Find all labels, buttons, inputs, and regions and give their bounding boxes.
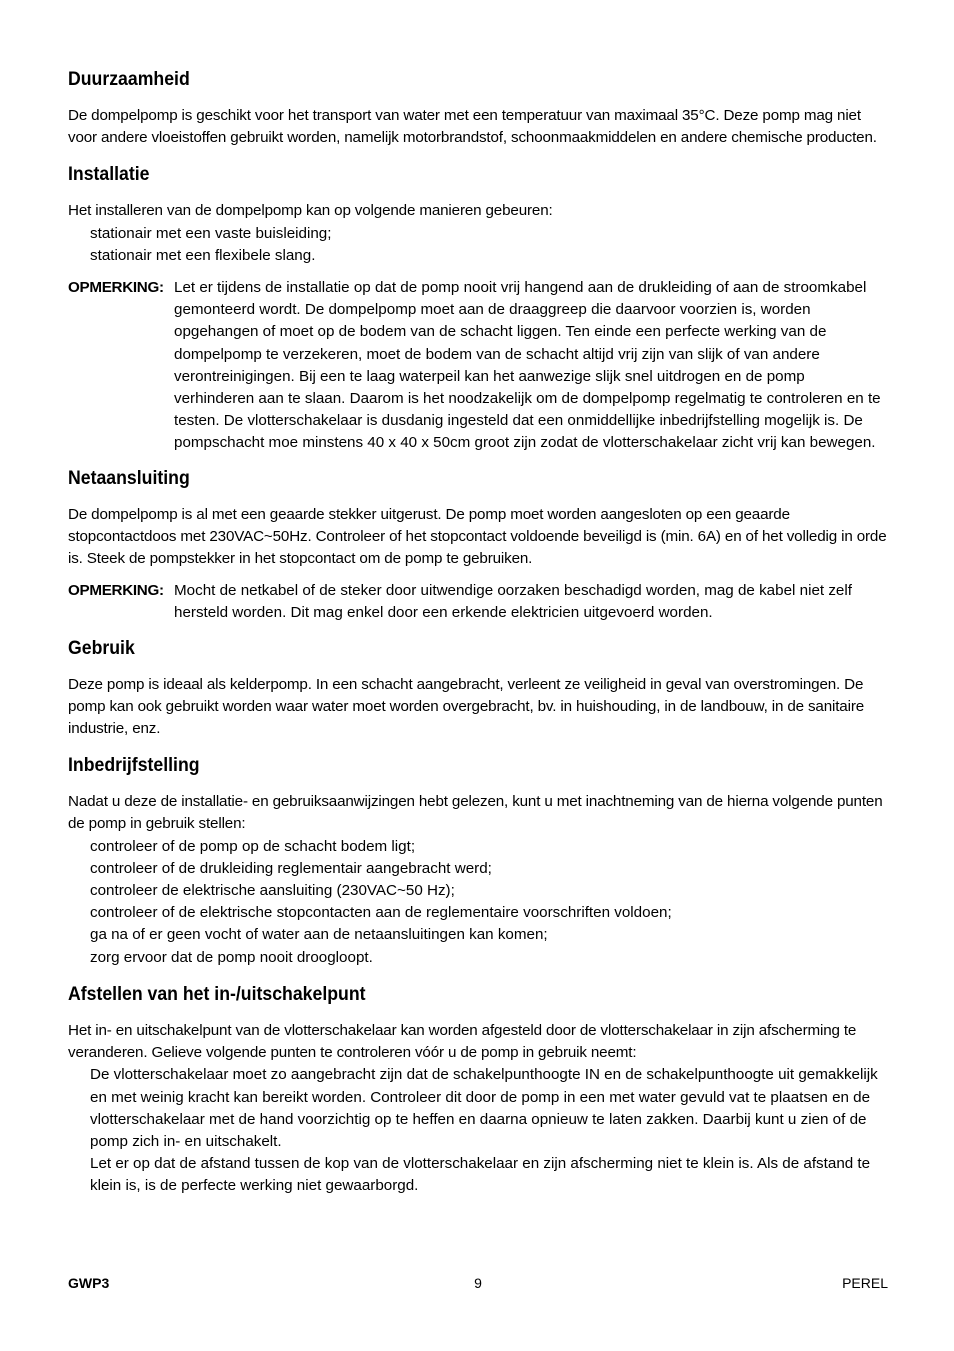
note xyxy=(68,580,888,624)
section-paragraph: De dompelpomp is geschikt voor het transport van water met een temperatuur van maximaal 35°C. Deze pomp mag niet voor andere vloeistoffen gebruikt worden, namelijk motorbrandstof, schoonmaakmiddelen en andere chemische producten. xyxy=(68,107,877,147)
section-heading: Gebruik xyxy=(68,637,135,659)
list-item: stationair met een flexibele slang. xyxy=(90,246,316,264)
footer-page-number: 9 xyxy=(474,1275,482,1291)
section-heading: Afstellen van het in-/uitschakelpunt xyxy=(68,983,366,1005)
footer-model: GWP3 xyxy=(68,1275,110,1291)
document-page xyxy=(68,68,888,1212)
section-intro: Nadat u deze de installatie- en gebruiksaanwijzingen hebt gelezen, kunt u met inachtneming van de hierna volgende punten de pomp in gebruik stellen: xyxy=(68,793,883,833)
section-heading: Netaansluiting xyxy=(68,467,190,489)
list-item: controleer de elektrische aansluiting (230VAC~50 Hz); xyxy=(90,882,455,900)
footer-brand: PEREL xyxy=(842,1275,888,1291)
section-netaansluiting xyxy=(68,467,888,625)
section-paragraph: Deze pomp is ideaal als kelderpomp. In een schacht aangebracht, verleent ze veiligheid in geval van overstromingen. De pomp kan ook gebruikt worden waar water moet worden overgebracht, bv. in huishouding, in de landbouw, in de sanitaire industrie, enz. xyxy=(68,675,865,738)
list-item: stationair met een vaste buisleiding; xyxy=(90,224,332,242)
section-afstellen xyxy=(68,983,888,1198)
section-heading: Installatie xyxy=(68,164,150,186)
page-footer xyxy=(68,1275,888,1291)
list-item: controleer of de drukleiding reglementair aangebracht werd; xyxy=(90,859,492,877)
section-gebruik xyxy=(68,637,888,741)
note-label: OPMERKING: xyxy=(68,582,164,600)
list-item: De vlotterschakelaar moet zo aangebracht zijn dat de schakelpunthoogte IN en de schakelpunthoogte uit gemakkelijk en met weinig kracht kan bereikt worden. Controleer dit door de pomp in een met water gevuld vat te plaatsen en de vlotterschakelaar met de hand voorzichtig op te heffen en daarna opnieuw te laten zakken. Daarbij kunt u zien of de pomp zich in- en uitschakelt. xyxy=(90,1066,878,1150)
section-list xyxy=(68,223,888,267)
section-inbedrijfstelling xyxy=(68,754,888,969)
section-installatie xyxy=(68,163,888,454)
section-list xyxy=(68,1064,888,1197)
list-item: ga na of er geen vocht of water aan de netaansluitingen kan komen; xyxy=(90,926,548,944)
note-label: OPMERKING: xyxy=(68,279,164,297)
list-item: controleer of de pomp op de schacht bodem ligt; xyxy=(90,837,416,855)
list-item: controleer of de elektrische stopcontacten aan de reglementaire voorschriften voldoen; xyxy=(90,904,672,922)
section-intro: Het in- en uitschakelpunt van de vlotterschakelaar kan worden afgesteld door de vlotterschakelaar in zijn afscherming te veranderen. Gelieve volgende punten te controleren vóór u de pomp in gebruik neemt: xyxy=(68,1021,857,1062)
note-text: Let er tijdens de installatie op dat de pomp nooit vrij hangend aan de drukleiding of aan de stroomkabel gemonteerd wordt. De dompelpomp moet aan de draaggreep die daarvoor voorzien is, worden opgehangen of moet op de bodem van de schacht liggen. Ten einde een perfecte werking van de dompelpomp te verzekeren, moet de bodem van de schacht altijd vrij zijn van slijk of van andere verontreinigingen. Bij een te laag waterpeil kan het aanwezige slijk snel uitdrogen en de pomp verhinderen aan te slaan. Daarom is het noodzakelijk om de dompelpomp regelmatig te controleren en te testen. De vlotterschakelaar is dusdanig ingesteld dat een onmiddellijke inbedrijfstelling mogelijk is. De pompschacht moe minstens 40 x 40 x 50cm groot zijn zodat de vlotterschakelaar zicht vrij kan bewegen. xyxy=(174,279,881,452)
section-heading: Inbedrijfstelling xyxy=(68,755,200,777)
section-heading: Duurzaamheid xyxy=(68,69,190,90)
note-text: Mocht de netkabel of de steker door uitwendige oorzaken beschadigd worden, mag de kabel niet zelf hersteld worden. Dit mag enkel door een erkende elektricien uitgevoerd worden. xyxy=(174,582,852,622)
note xyxy=(68,277,888,455)
section-list xyxy=(68,836,888,969)
section-duurzaamheid xyxy=(68,68,888,149)
section-paragraph: De dompelpomp is al met een geaarde stekker uitgerust. De pomp moet worden aangesloten op een geaarde stopcontactdoos met 230VAC~50Hz. Controleer of het stopcontact voldoende beveiligd is (min. 6A) en of het volledig in orde is. Steek de pompstekker in het stopcontact om de pomp te gebruiken. xyxy=(68,505,887,568)
list-item: Let er op dat de afstand tussen de kop van de vlotterschakelaar en zijn afscherming niet te klein is. Als de afstand te klein is, is de perfecte werking niet gewaarborgd. xyxy=(90,1155,871,1195)
list-item: zorg ervoor dat de pomp nooit droogloopt. xyxy=(90,948,373,966)
section-intro: Het installeren van de dompelpomp kan op volgende manieren gebeuren: xyxy=(68,202,553,220)
